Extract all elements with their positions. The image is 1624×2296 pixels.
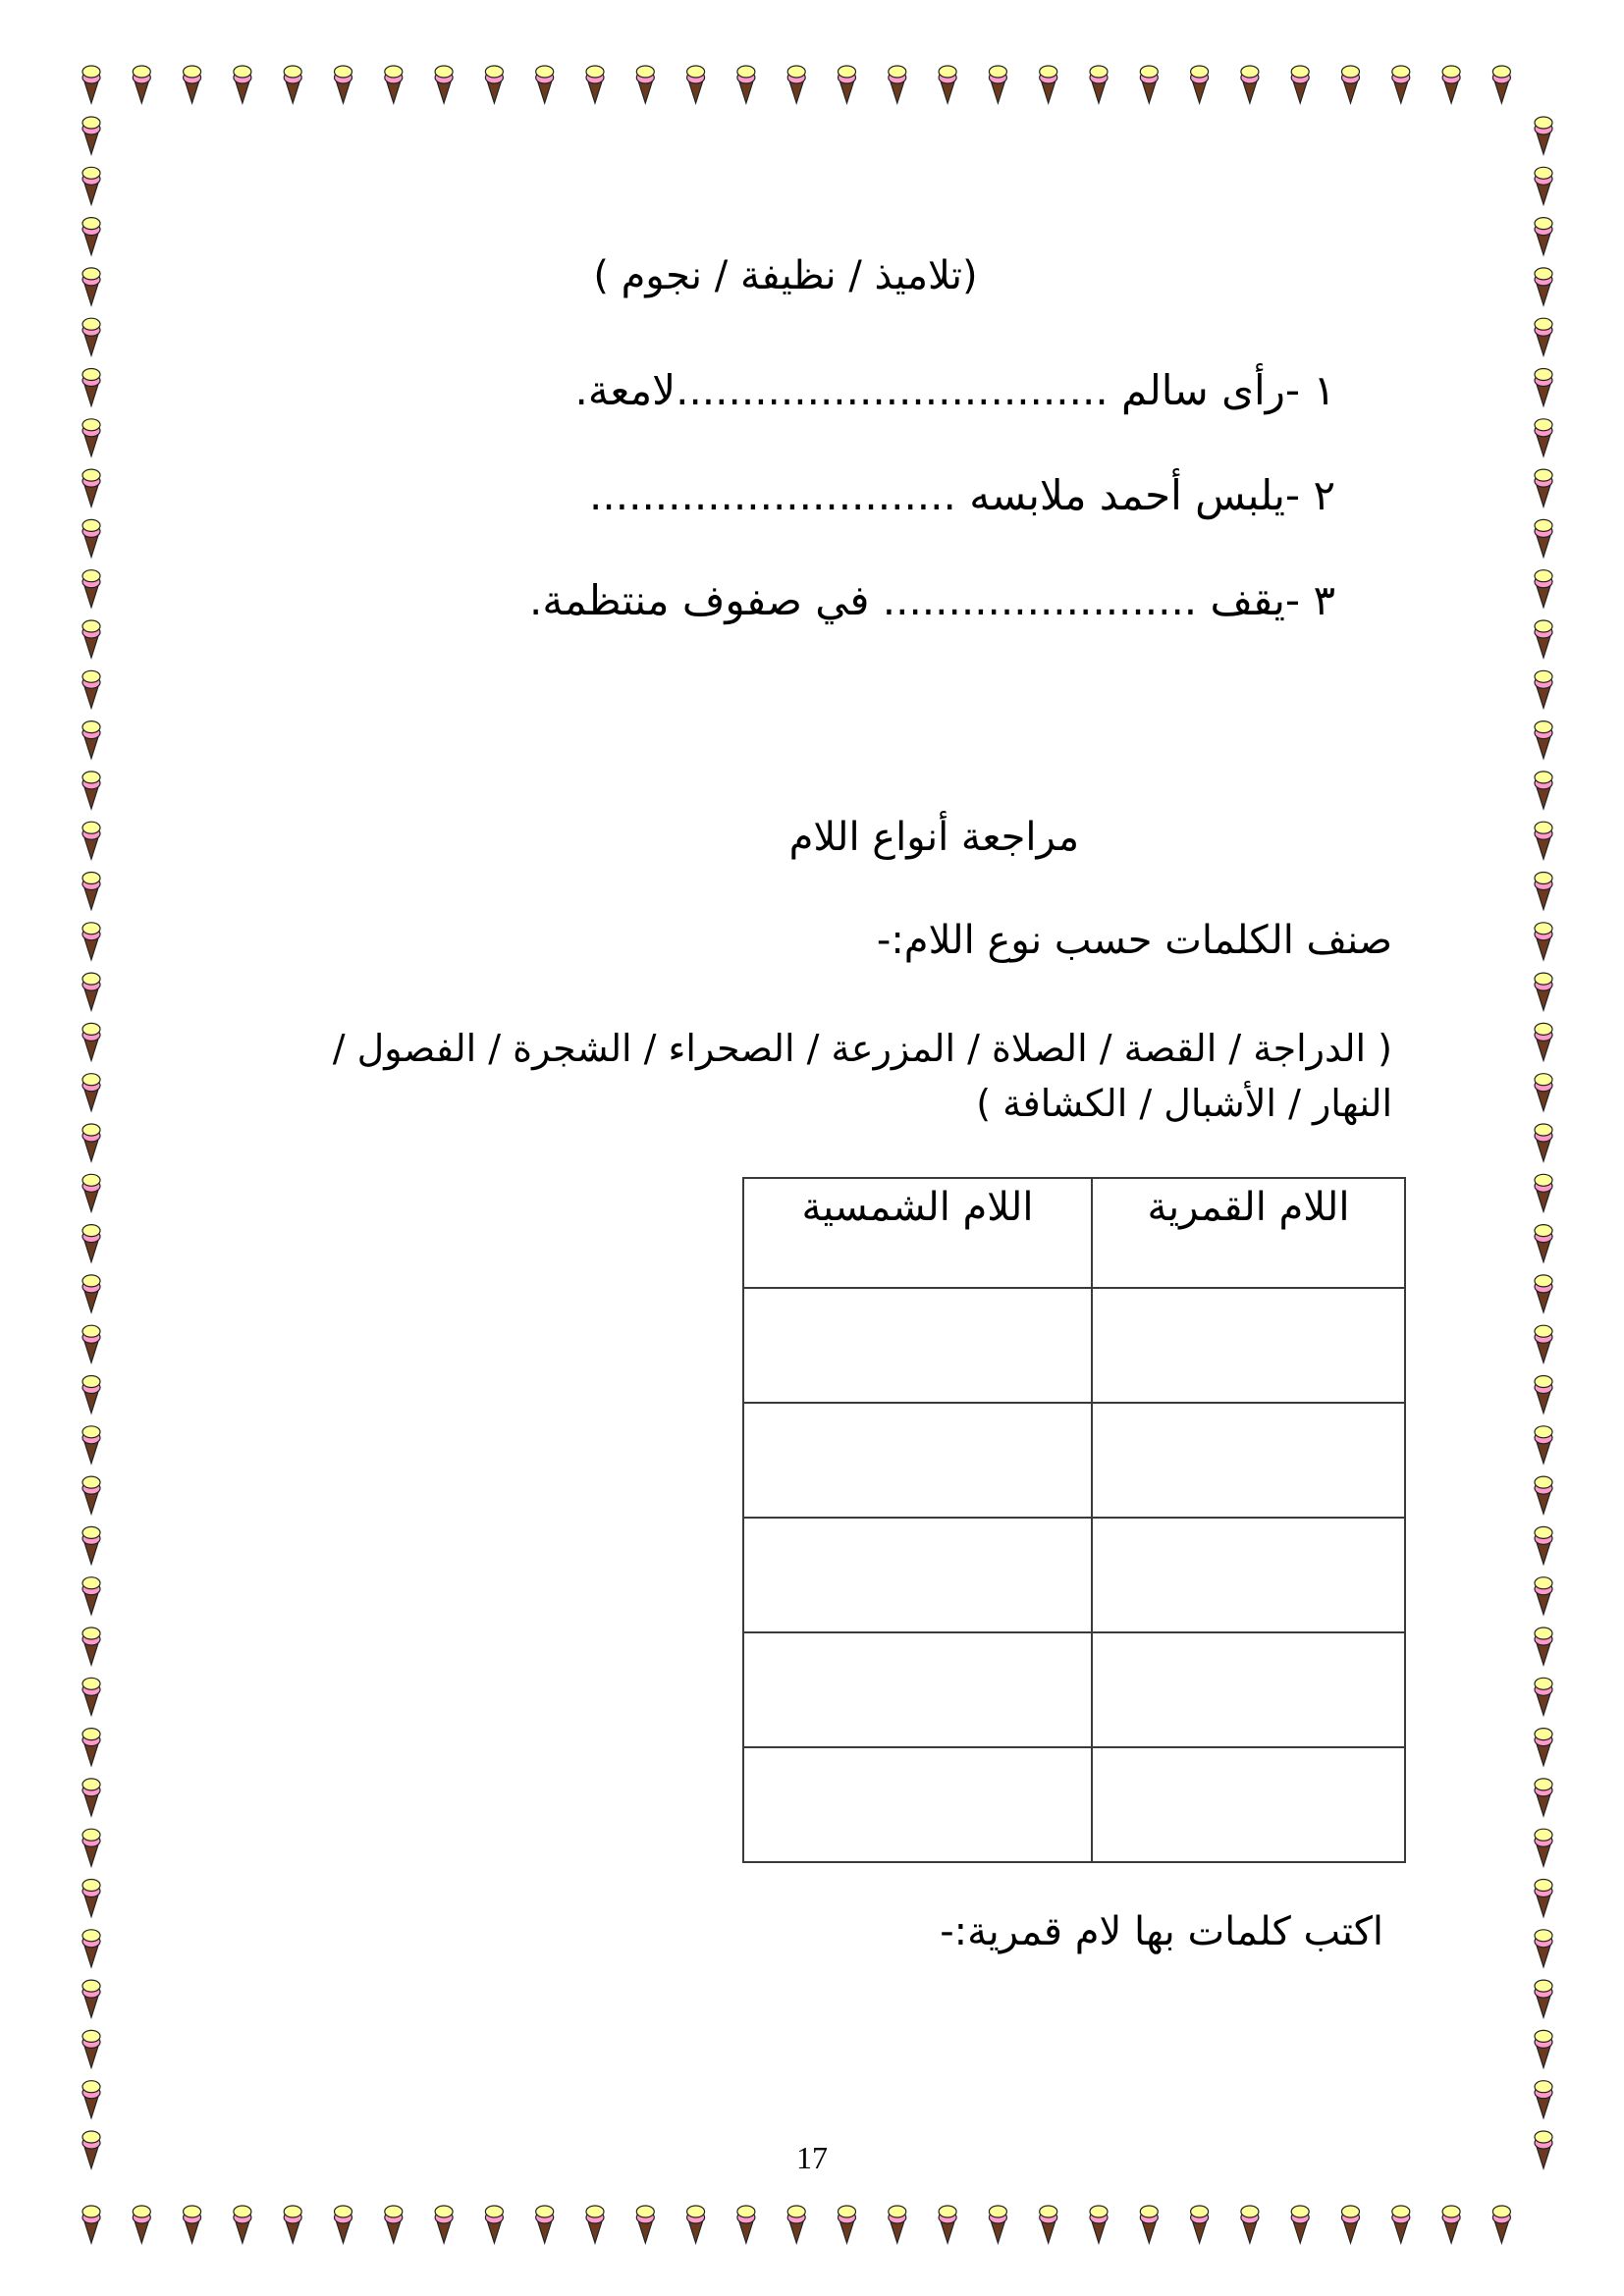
ice-cream-cone-icon bbox=[1535, 1376, 1552, 1414]
table-cell-shamsi[interactable] bbox=[743, 1288, 1092, 1403]
ice-cream-cone-icon bbox=[234, 2206, 251, 2243]
ice-cream-cone-icon bbox=[133, 66, 150, 103]
ice-cream-cone-icon bbox=[82, 923, 100, 960]
table-cell-shamsi[interactable] bbox=[743, 1403, 1092, 1518]
ice-cream-cone-icon bbox=[82, 318, 100, 355]
ice-cream-cone-icon bbox=[82, 1174, 100, 1211]
ice-cream-cone-icon bbox=[1392, 66, 1410, 103]
ice-cream-cone-icon bbox=[1535, 1174, 1552, 1211]
lam-classification-table bbox=[742, 1177, 1406, 1863]
ice-cream-cone-icon bbox=[1535, 570, 1552, 608]
ice-cream-cone-icon bbox=[737, 2206, 755, 2243]
table-cell-qamari[interactable] bbox=[1092, 1747, 1405, 1862]
ice-cream-cone-icon bbox=[1535, 1426, 1552, 1464]
table-cell-qamari[interactable] bbox=[1092, 1288, 1405, 1403]
ice-cream-cone-icon bbox=[184, 2206, 201, 2243]
ice-cream-cone-icon bbox=[133, 2206, 150, 2243]
ice-cream-cone-icon bbox=[385, 2206, 403, 2243]
table-row bbox=[743, 1747, 1405, 1862]
ice-cream-cone-icon bbox=[787, 2206, 805, 2243]
task2-instruction: اكتب كلمات بها لام قمرية:- bbox=[940, 1909, 1383, 1954]
ice-cream-cone-icon bbox=[82, 1880, 100, 1917]
ice-cream-cone-icon bbox=[82, 1678, 100, 1715]
ice-cream-cone-icon bbox=[82, 1628, 100, 1665]
ice-cream-cone-icon bbox=[82, 1074, 100, 1111]
table-cell-shamsi[interactable] bbox=[743, 1747, 1092, 1862]
table-row bbox=[743, 1403, 1405, 1518]
ice-cream-cone-icon bbox=[1535, 419, 1552, 456]
ice-cream-cone-icon bbox=[82, 2030, 100, 2067]
ice-cream-cone-icon bbox=[1535, 772, 1552, 809]
ice-cream-cone-icon bbox=[82, 1577, 100, 1615]
ice-cream-cone-icon bbox=[82, 2206, 100, 2243]
ice-cream-cone-icon bbox=[1492, 2206, 1510, 2243]
ice-cream-cone-icon bbox=[1535, 1930, 1552, 1967]
ice-cream-cone-icon bbox=[1342, 2206, 1360, 2243]
ice-cream-cone-icon bbox=[1191, 2206, 1209, 2243]
ice-cream-cone-icon bbox=[435, 66, 453, 103]
ice-cream-cone-icon bbox=[82, 469, 100, 507]
ice-cream-cone-icon bbox=[1535, 1275, 1552, 1312]
ice-cream-cone-icon bbox=[234, 66, 251, 103]
ice-cream-cone-icon bbox=[1535, 973, 1552, 1010]
ice-cream-cone-icon bbox=[82, 1476, 100, 1514]
ice-cream-cone-icon bbox=[536, 2206, 554, 2243]
ice-cream-cone-icon bbox=[1535, 1628, 1552, 1665]
ice-cream-cone-icon bbox=[284, 66, 301, 103]
ice-cream-cone-icon bbox=[82, 519, 100, 557]
ice-cream-cone-icon bbox=[82, 873, 100, 910]
ice-cream-cone-icon bbox=[82, 268, 100, 305]
ice-cream-cone-icon bbox=[435, 2206, 453, 2243]
ice-cream-cone-icon bbox=[1090, 66, 1108, 103]
ice-cream-cone-icon bbox=[1535, 1829, 1552, 1866]
ice-cream-cone-icon bbox=[536, 66, 554, 103]
ice-cream-cone-icon bbox=[1535, 2030, 1552, 2067]
ice-cream-cone-icon bbox=[1535, 218, 1552, 255]
review-instruction: صنف الكلمات حسب نوع اللام:- bbox=[876, 918, 1392, 963]
review-word-bank: ( الدراجة / القصة / الصلاة / المزرعة / الصحراء / الشجرة / الفصول / النهار / الأشبال / الكشافة ) bbox=[332, 1027, 1392, 1125]
page-number: 17 bbox=[796, 2140, 828, 2175]
ice-cream-cone-icon bbox=[1291, 2206, 1309, 2243]
ice-cream-cone-icon bbox=[82, 1426, 100, 1464]
ice-cream-cone-icon bbox=[889, 66, 906, 103]
ice-cream-cone-icon bbox=[1442, 2206, 1460, 2243]
ice-cream-cone-icon bbox=[1291, 66, 1309, 103]
ice-cream-cone-icon bbox=[1492, 66, 1510, 103]
ice-cream-cone-icon bbox=[636, 2206, 654, 2243]
ice-cream-cone-icon bbox=[82, 1779, 100, 1816]
ice-cream-cone-icon bbox=[687, 2206, 705, 2243]
fill-in-sentence-1: ١ -رأى سالم .................................لامعة. bbox=[574, 366, 1335, 414]
ice-cream-cone-icon bbox=[1140, 66, 1158, 103]
fill-in-word-bank: (تلاميذ / نظيفة / نجوم ) bbox=[593, 253, 978, 298]
ice-cream-cone-icon bbox=[1535, 1124, 1552, 1161]
ice-cream-cone-icon bbox=[1535, 1325, 1552, 1362]
ice-cream-cone-icon bbox=[82, 218, 100, 255]
ice-cream-cone-icon bbox=[82, 1526, 100, 1564]
ice-cream-cone-icon bbox=[1535, 1526, 1552, 1564]
ice-cream-cone-icon bbox=[1140, 2206, 1158, 2243]
fill-in-sentence-2: ٢ -يلبس أحمد ملابسه ............................ bbox=[589, 471, 1335, 519]
ice-cream-cone-icon bbox=[82, 1729, 100, 1766]
ice-cream-cone-icon bbox=[385, 66, 403, 103]
ice-cream-cone-icon bbox=[839, 66, 856, 103]
ice-cream-cone-icon bbox=[1535, 469, 1552, 507]
table-cell-shamsi[interactable] bbox=[743, 1632, 1092, 1747]
ice-cream-cone-icon bbox=[889, 2206, 906, 2243]
ice-cream-cone-icon bbox=[1090, 2206, 1108, 2243]
ice-cream-cone-icon bbox=[82, 419, 100, 456]
ice-cream-cone-icon bbox=[1535, 670, 1552, 708]
ice-cream-cone-icon bbox=[485, 66, 503, 103]
ice-cream-cone-icon bbox=[737, 66, 755, 103]
table-row bbox=[743, 1518, 1405, 1632]
ice-cream-cone-icon bbox=[1191, 66, 1209, 103]
table-row bbox=[743, 1632, 1405, 1747]
ice-cream-cone-icon bbox=[1535, 1980, 1552, 2017]
ice-cream-cone-icon bbox=[1535, 1729, 1552, 1766]
ice-cream-cone-icon bbox=[82, 570, 100, 608]
ice-cream-cone-icon bbox=[82, 167, 100, 204]
ice-cream-cone-icon bbox=[485, 2206, 503, 2243]
ice-cream-cone-icon bbox=[335, 2206, 352, 2243]
ice-cream-cone-icon bbox=[1040, 2206, 1057, 2243]
ice-cream-cone-icon bbox=[335, 66, 352, 103]
ice-cream-cone-icon bbox=[82, 620, 100, 658]
ice-cream-cone-icon bbox=[82, 1225, 100, 1262]
ice-cream-cone-icon bbox=[82, 2081, 100, 2118]
table-cell-shamsi[interactable] bbox=[743, 1518, 1092, 1632]
ice-cream-cone-icon bbox=[82, 1980, 100, 2017]
ice-cream-cone-icon bbox=[1535, 822, 1552, 859]
ice-cream-cone-icon bbox=[1535, 1225, 1552, 1262]
ice-cream-cone-icon bbox=[184, 66, 201, 103]
ice-cream-cone-icon bbox=[1535, 923, 1552, 960]
ice-cream-cone-icon bbox=[82, 1376, 100, 1414]
ice-cream-cone-icon bbox=[82, 973, 100, 1010]
ice-cream-cone-icon bbox=[82, 66, 100, 103]
ice-cream-cone-icon bbox=[82, 772, 100, 809]
ice-cream-cone-icon bbox=[82, 2131, 100, 2168]
ice-cream-cone-icon bbox=[82, 670, 100, 708]
ice-cream-cone-icon bbox=[1535, 1880, 1552, 1917]
ice-cream-cone-icon bbox=[1535, 519, 1552, 557]
ice-cream-cone-icon bbox=[82, 1023, 100, 1060]
ice-cream-cone-icon bbox=[82, 1275, 100, 1312]
ice-cream-cone-icon bbox=[989, 2206, 1006, 2243]
ice-cream-cone-icon bbox=[1535, 873, 1552, 910]
ice-cream-cone-icon bbox=[939, 66, 956, 103]
ice-cream-cone-icon bbox=[284, 2206, 301, 2243]
header-shamsi: اللام الشمسية bbox=[743, 1178, 1092, 1288]
ice-cream-cone-icon bbox=[1535, 721, 1552, 759]
ice-cream-cone-icon bbox=[82, 369, 100, 406]
ice-cream-cone-icon bbox=[1241, 66, 1259, 103]
ice-cream-cone-icon bbox=[82, 1124, 100, 1161]
ice-cream-cone-icon bbox=[82, 1930, 100, 1967]
ice-cream-cone-icon bbox=[1342, 66, 1360, 103]
ice-cream-cone-icon bbox=[989, 66, 1006, 103]
ice-cream-cone-icon bbox=[1535, 1779, 1552, 1816]
ice-cream-cone-icon bbox=[82, 822, 100, 859]
ice-cream-cone-icon bbox=[1535, 167, 1552, 204]
ice-cream-cone-icon bbox=[586, 2206, 604, 2243]
ice-cream-cone-icon bbox=[1535, 369, 1552, 406]
table-header-row bbox=[743, 1178, 1405, 1288]
ice-cream-cone-icon bbox=[787, 66, 805, 103]
ice-cream-cone-icon bbox=[82, 117, 100, 154]
ice-cream-cone-icon bbox=[1535, 1476, 1552, 1514]
ice-cream-cone-icon bbox=[1241, 2206, 1259, 2243]
ice-cream-cone-icon bbox=[1535, 2131, 1552, 2168]
fill-in-sentence-3: ٣ -يقف ........................ في صفوف منتظمة. bbox=[529, 576, 1335, 624]
ice-cream-cone-icon bbox=[839, 2206, 856, 2243]
ice-cream-cone-icon bbox=[586, 66, 604, 103]
ice-cream-cone-icon bbox=[1535, 1678, 1552, 1715]
ice-cream-cone-icon bbox=[1040, 66, 1057, 103]
ice-cream-cone-icon bbox=[1535, 268, 1552, 305]
table-row bbox=[743, 1288, 1405, 1403]
ice-cream-cone-icon bbox=[687, 66, 705, 103]
ice-cream-cone-icon bbox=[1535, 117, 1552, 154]
header-qamari: اللام القمرية bbox=[1092, 1178, 1405, 1288]
ice-cream-cone-icon bbox=[1535, 620, 1552, 658]
ice-cream-cone-icon bbox=[1442, 66, 1460, 103]
ice-cream-cone-icon bbox=[1392, 2206, 1410, 2243]
ice-cream-cone-icon bbox=[1535, 1074, 1552, 1111]
ice-cream-cone-icon bbox=[939, 2206, 956, 2243]
ice-cream-cone-icon bbox=[1535, 2081, 1552, 2118]
ice-cream-cone-icon bbox=[82, 1829, 100, 1866]
ice-cream-cone-icon bbox=[82, 1325, 100, 1362]
ice-cream-cone-icon bbox=[636, 66, 654, 103]
ice-cream-cone-icon bbox=[1535, 318, 1552, 355]
review-title: مراجعة أنواع اللام bbox=[788, 815, 1079, 860]
table-cell-qamari[interactable] bbox=[1092, 1518, 1405, 1632]
ice-cream-cone-icon bbox=[82, 721, 100, 759]
table-cell-qamari[interactable] bbox=[1092, 1403, 1405, 1518]
ice-cream-cone-icon bbox=[1535, 1023, 1552, 1060]
ice-cream-cone-icon bbox=[1535, 1577, 1552, 1615]
table-cell-qamari[interactable] bbox=[1092, 1632, 1405, 1747]
